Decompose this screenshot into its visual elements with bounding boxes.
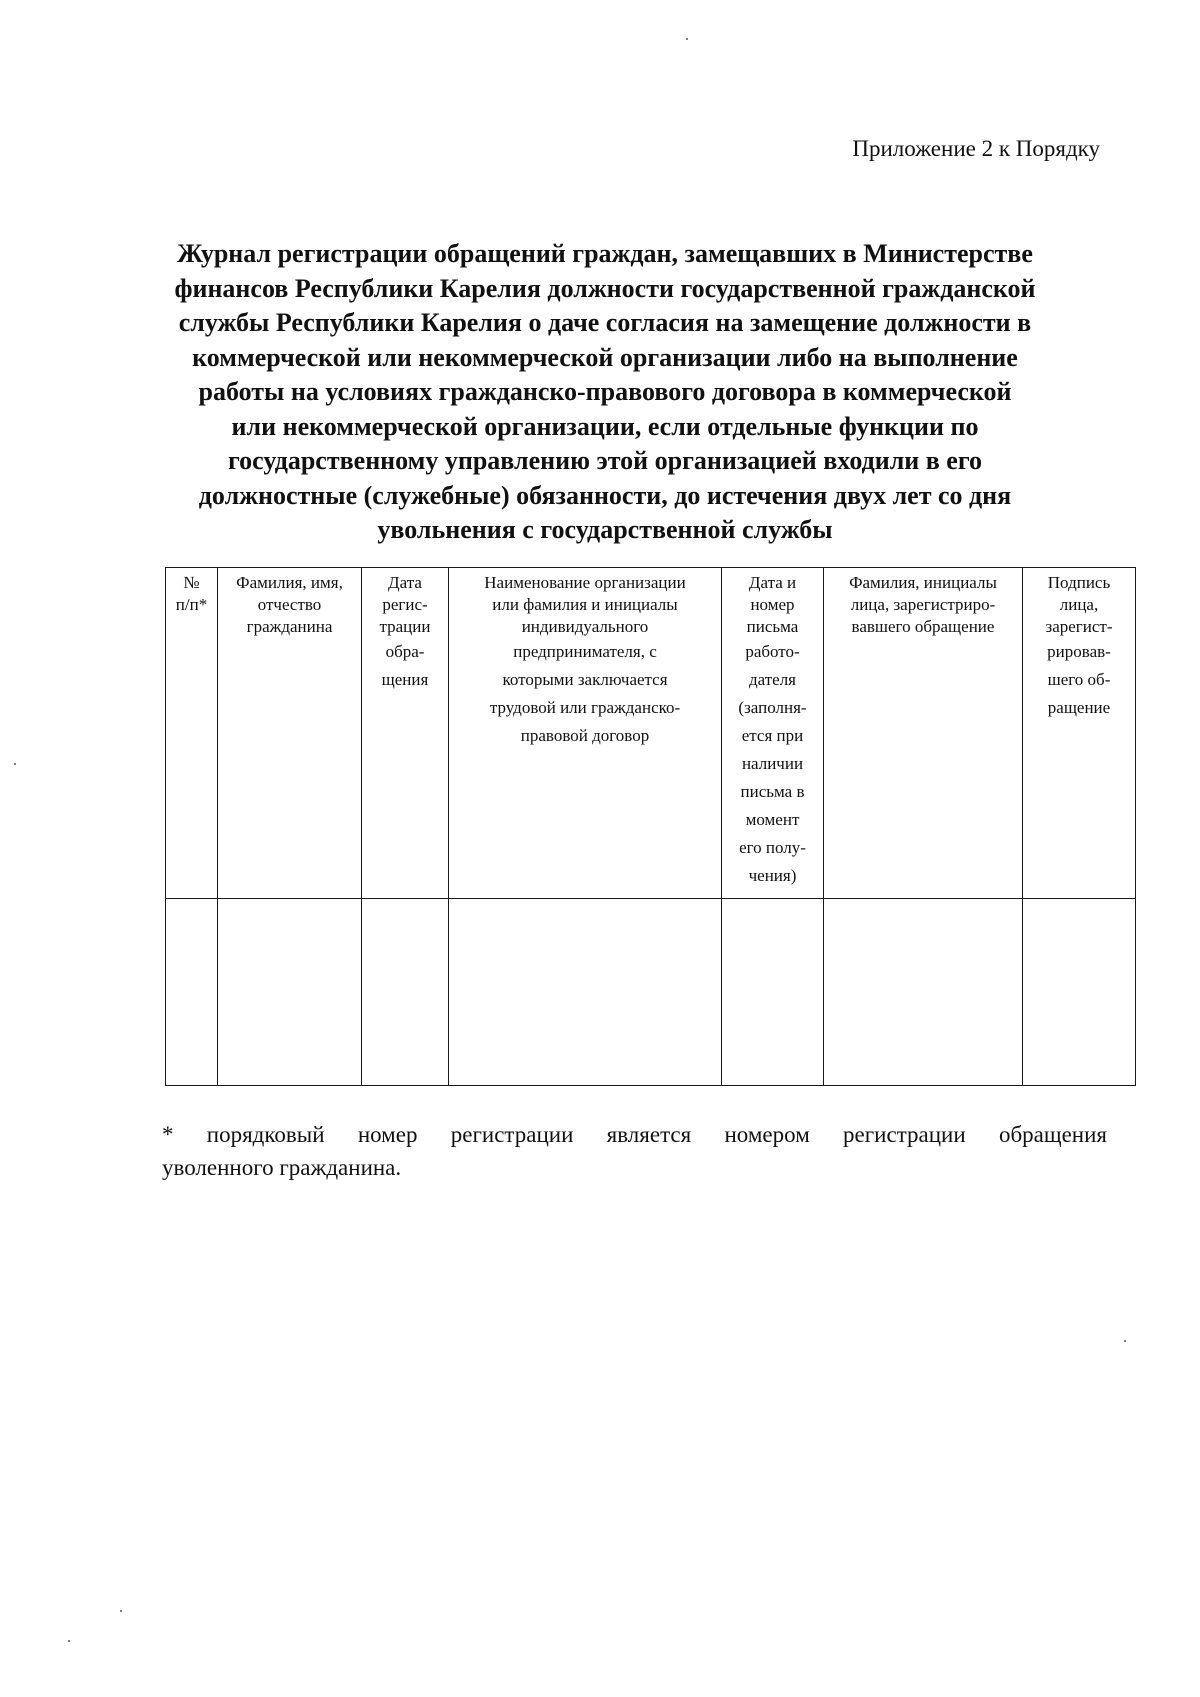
table-cell — [824, 899, 1023, 1086]
title-line: должностные (служебные) обязанности, до истечения двух лет со дня — [198, 480, 1012, 510]
title-line: Журнал регистрации обращений граждан, замещавших в Министерстве — [177, 239, 1033, 268]
table-cell — [166, 899, 218, 1086]
table-cell — [449, 899, 722, 1086]
title-line: государственному управлению этой организацией входили в его — [227, 446, 983, 475]
title-line: коммерческой или некоммерческой организации либо на выполнение — [192, 342, 1018, 372]
table-cell — [362, 899, 449, 1086]
registration-journal-table — [165, 567, 1136, 1086]
title-line: увольнения с государственной службы — [377, 515, 833, 544]
header-cell-citizen-name: Фамилия, имя, отчество гражданина — [218, 568, 362, 899]
table-cell — [722, 899, 824, 1086]
title-line: или некоммерческой организации, если отдельные функции по — [231, 411, 979, 441]
table-cell — [1023, 899, 1136, 1086]
scan-speck — [68, 1640, 70, 1642]
footnote — [162, 1118, 1107, 1184]
scan-speck — [1124, 1340, 1126, 1342]
scan-speck — [686, 38, 688, 40]
header-cell-number: № п/п* — [166, 568, 218, 899]
title-line: работы на условиях гражданско-правового договора в коммерческой — [198, 377, 1012, 406]
table-row — [166, 899, 1136, 1086]
header-cell-registrar-signature: Подпись лица, зарегист- рировав- шего об- ращение — [1023, 568, 1136, 899]
footnote-line: уволенного гражданина. — [162, 1155, 402, 1180]
header-cell-registrar-name: Фамилия, инициалы лица, зарегистриро- вавшего обращение — [824, 568, 1023, 899]
appendix-label: Приложение 2 к Порядку — [852, 136, 1100, 161]
title-line: финансов Республики Карелия должности государственной гражданской — [174, 273, 1036, 303]
scan-speck — [120, 1610, 122, 1612]
title-line: службы Республики Карелия о даче согласия на замещение должности в — [178, 308, 1032, 337]
document-title — [150, 237, 1060, 548]
header-cell-organization: Наименование организации или фамилия и инициалы индивидуального предпринимателя, с которыми заключается трудовой или гражданско- правовой договор — [449, 568, 722, 899]
footnote-line: * порядковый номер регистрации является номером регистрации обращения — [162, 1122, 1107, 1147]
table-header-row — [166, 568, 1136, 899]
header-cell-registration-date: Дата регис- трации обра- щения — [362, 568, 449, 899]
header-cell-employer-letter: Дата и номер письма работо- дателя (заполня- ется при наличии письма в момент его полу- чения) — [722, 568, 824, 899]
scan-speck — [14, 763, 16, 765]
table-cell — [218, 899, 362, 1086]
